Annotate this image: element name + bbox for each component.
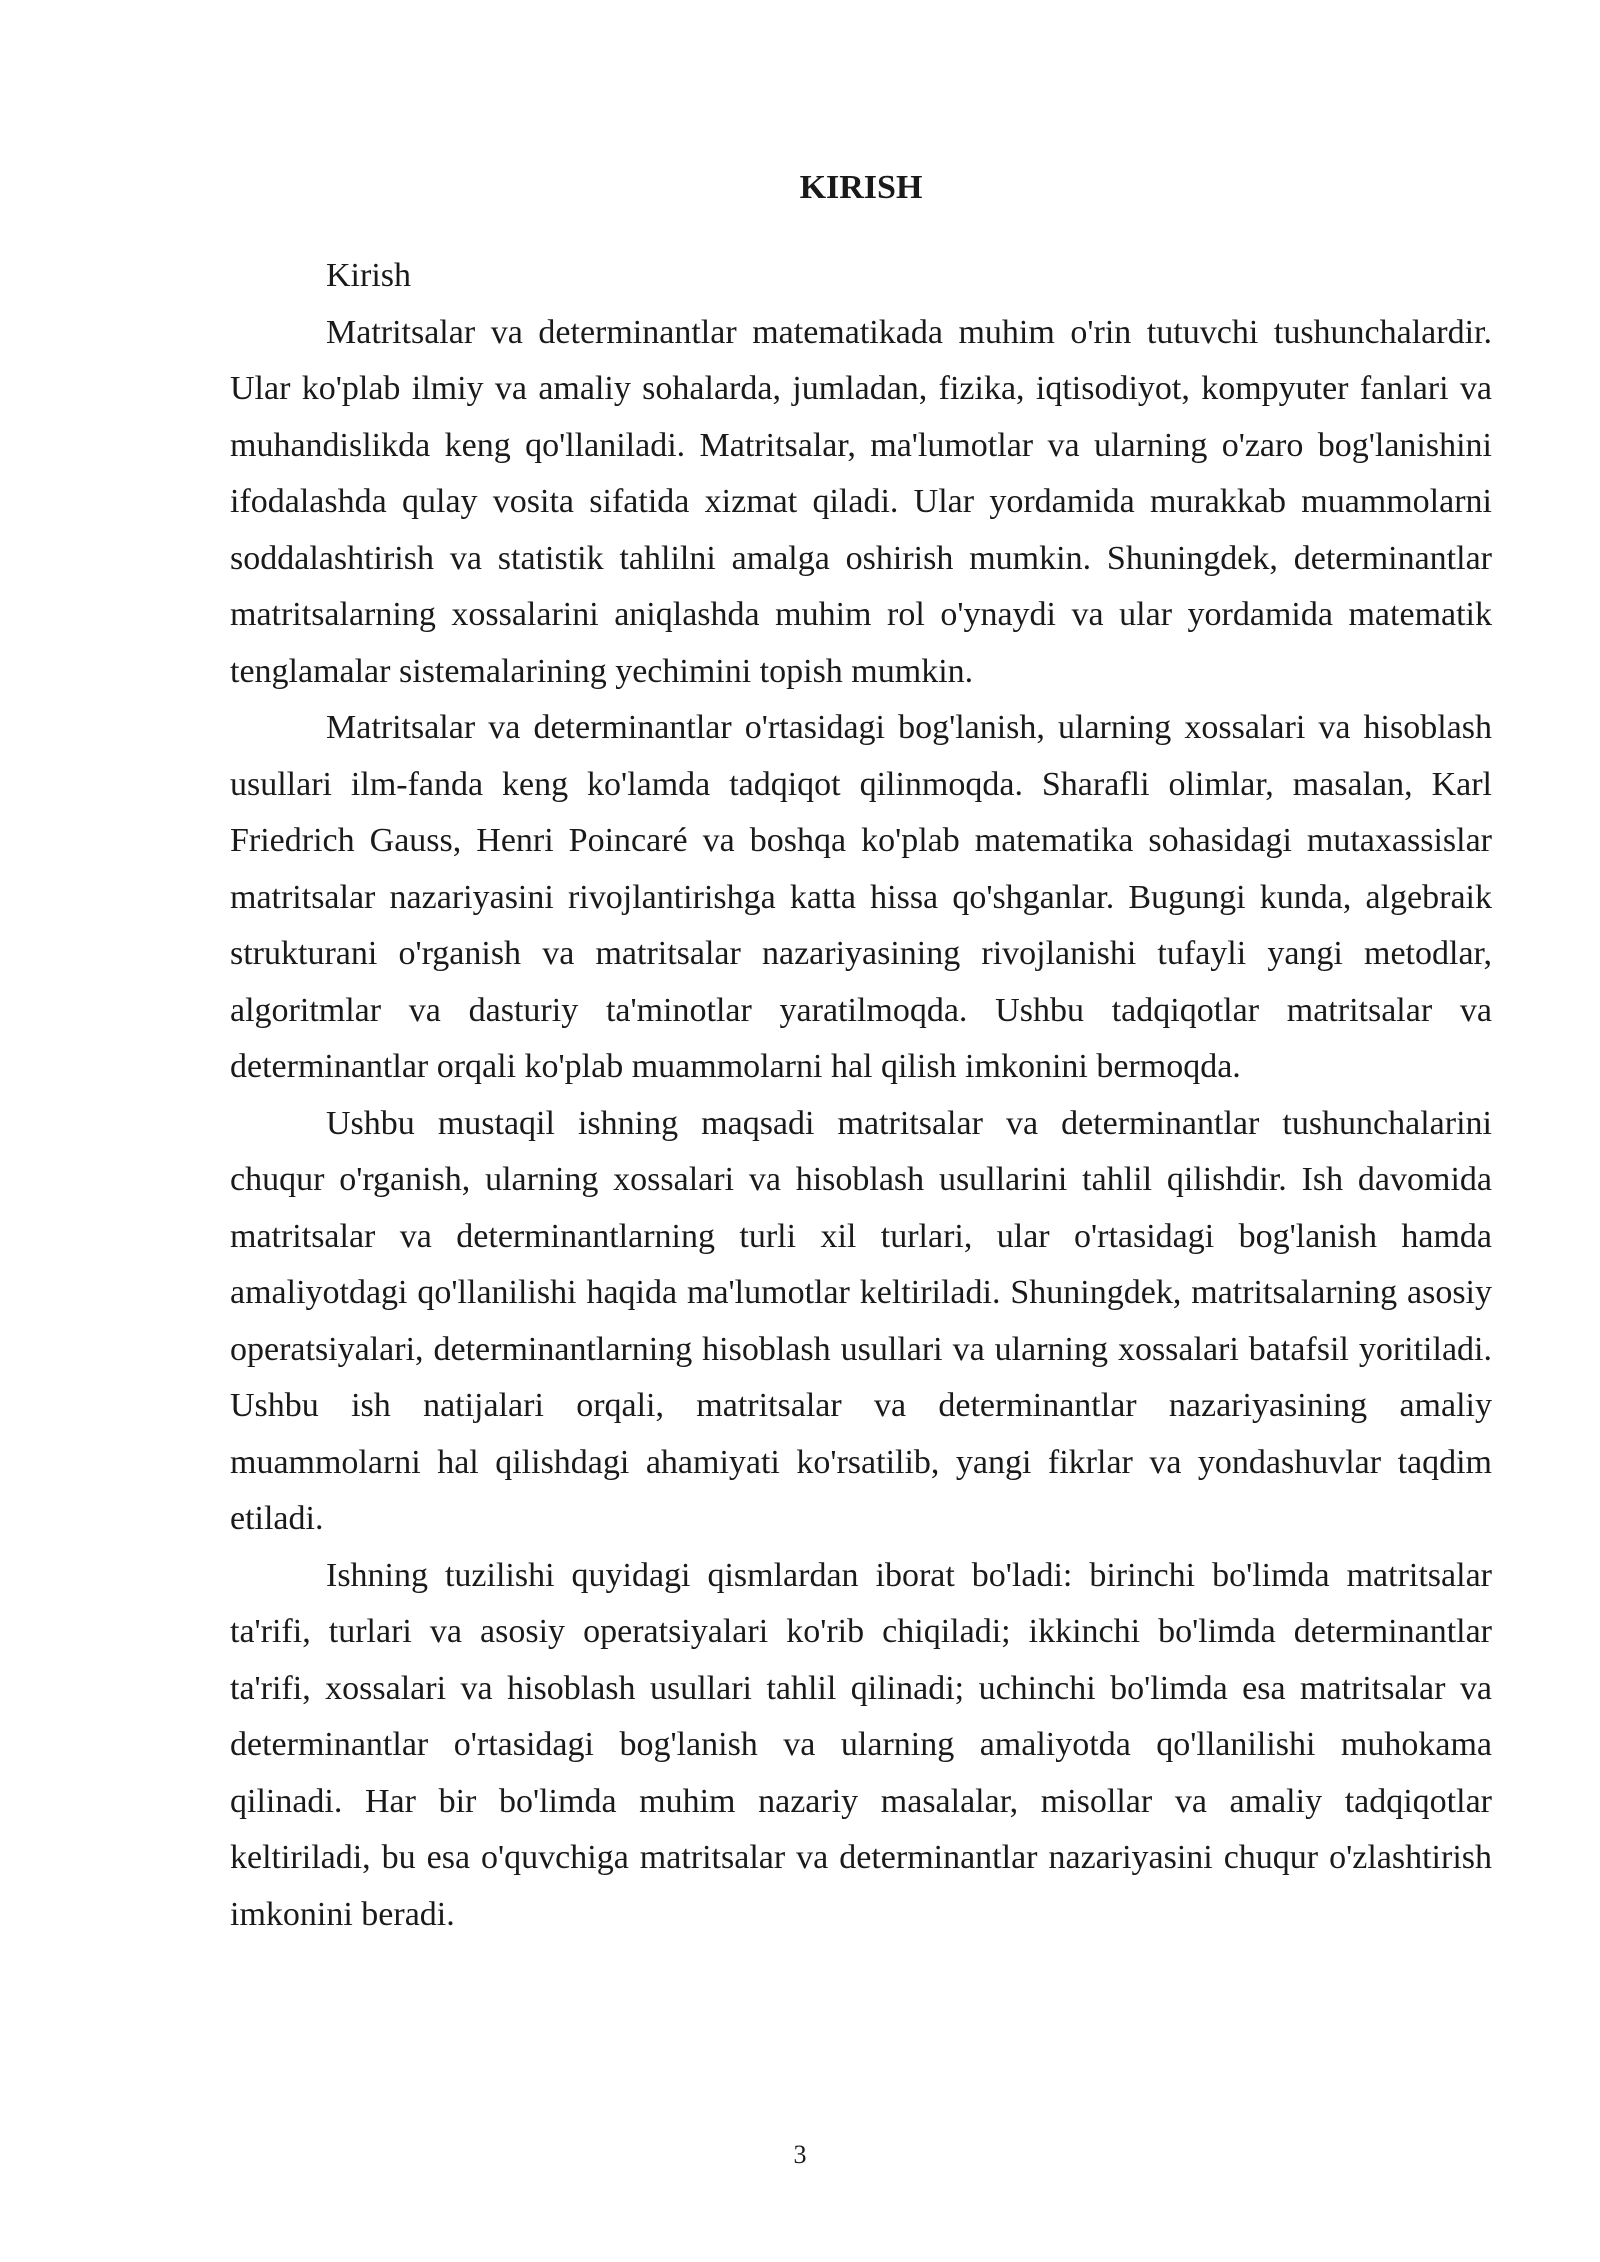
paragraph-1: Matritsalar va determinantlar matematikada muhim o'rin tutuvchi tushunchalardir. Ular ko'plab ilmiy va amaliy sohalarda, jumladan, fizika, iqtisodiyot, kompyuter fanlari va muhandislikda keng qo'llaniladi. Matritsalar, ma'lumotlar va ularning o'zaro bog'lanishini ifodalashda qulay vosita sifatida xizmat qiladi. Ular yordamida murakkab muammolarni soddalashtirish va statistik tahlilni amalga oshirish mumkin. Shuningdek, determinantlar matritsalarning xossalarini aniqlashda muhim rol o'ynaydi va ular yordamida matematik tenglamalar sistemalarining yechimini topish mumkin. (230, 313, 1492, 690)
paragraph-3: Ushbu mustaqil ishning maqsadi matritsalar va determinantlar tushunchalarini chuqur o'rganish, ularning xossalari va hisoblash usullarini tahlil qilishdir. Ish davomida matritsalar va determinantlarning turli xil turlari, ular o'rtasidagi bog'lanish hamda amaliyotdagi qo'llanilishi haqida ma'lumotlar keltiriladi. Shuningdek, matritsalarning asosiy operatsiyalari, determinantlarning hisoblash usullari va ularning xossalari batafsil yoritiladi. Ushbu ish natijalari orqali, matritsalar va determinantlar nazariyasining amaliy muammolarni hal qilishdagi ahamiyati ko'rsatilib, yangi fikrlar va yondashuvlar taqdim etiladi. (230, 1104, 1492, 1537)
paragraph-4: Ishning tuzilishi quyidagi qismlardan iborat bo'ladi: birinchi bo'limda matritsalar ta'rifi, turlari va asosiy operatsiyalari ko'rib chiqiladi; ikkinchi bo'limda determinantlar ta'rifi, xossalari va hisoblash usullari tahlil qilinadi; uchinchi bo'limda esa matritsalar va determinantlar o'rtasidagi bog'lanish va ularning amaliyotda qo'llanilishi muhokama qilinadi. Har bir bo'limda muhim nazariy masalalar, misollar va amaliy tadqiqotlar keltiriladi, bu esa o'quvchiga matritsalar va determinantlar nazariyasini chuqur o'zlashtirish imkonini beradi. (230, 1556, 1492, 1933)
paragraph-2: Matritsalar va determinantlar o'rtasidagi bog'lanish, ularning xossalari va hisoblash usullari ilm-fanda keng ko'lamda tadqiqot qilinmoqda. Sharafli olimlar, masalan, Karl Friedrich Gauss, Henri Poincaré va boshqa ko'plab matematika sohasidagi mutaxassislar matritsalar nazariyasini rivojlantirishga katta hissa qo'shganlar. Bugungi kunda, algebraik strukturani o'rganish va matritsalar nazariyasining rivojlanishi tufayli yangi metodlar, algoritmlar va dasturiy ta'minotlar yaratilmoqda. Ushbu tadqiqotlar matritsalar va determinantlar orqali ko'plab muammolarni hal qilish imkonini bermoqda. (230, 709, 1492, 1085)
page-heading: KIRISH (799, 169, 923, 206)
page-content (230, 160, 1492, 1943)
page-number: 3 (793, 2140, 807, 2169)
section-subheading: Kirish (326, 257, 411, 294)
